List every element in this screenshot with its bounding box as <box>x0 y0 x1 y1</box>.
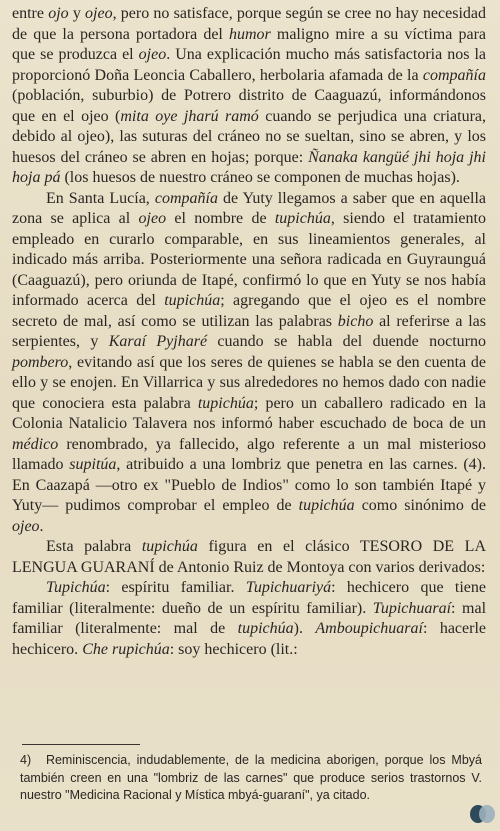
italic-term: tupichúa <box>197 394 254 412</box>
text-run: , atribuido a una lombriz que penetra en las carnes. (4). En Caazapá —otro ex "Pueblo de Indios" como lo son también Itapé y Yuty— pudimos comprobar el empleo de <box>12 456 486 514</box>
italic-term: Tupichúa <box>46 579 106 596</box>
paragraph <box>12 578 486 660</box>
text-run: : soy hechicero (lit.: <box>169 640 298 658</box>
footnote-divider <box>22 744 140 745</box>
italic-term: ojeo <box>12 517 40 535</box>
text-run: ). <box>293 620 316 637</box>
text-run: entre <box>12 5 49 22</box>
text-run: como sinónimo de <box>354 497 486 514</box>
text-run: ; pero un caballero radicado en la Colonia Natalicio Talavera nos informó haber escuchado de boca de un <box>12 394 487 432</box>
italic-term: Amboupichuaraí <box>315 620 423 637</box>
italic-term: tupichúa <box>298 497 355 514</box>
text-run: figura en el clásico TESORO DE LA LENGUA GUARANÍ de Antonio Ruiz de Montoya con varios derivados: <box>12 538 487 576</box>
italic-term: mita oye jharú ramó <box>120 107 259 125</box>
italic-term: pombero <box>12 353 69 371</box>
footnote <box>20 752 482 805</box>
text-run: En Santa Lucía, <box>46 189 155 207</box>
text-run: y <box>68 5 86 22</box>
text-run: (población, suburbio) de Potrero distrito de Caaguazú, informándonos que en el ojeo ( <box>12 87 486 125</box>
italic-term: ojo <box>48 5 69 22</box>
paragraph <box>12 189 486 538</box>
text-run: . <box>39 517 44 535</box>
text-run: : mal familiar (literalmente: mal de <box>12 599 487 637</box>
italic-term: Tupichuariyá <box>245 579 332 596</box>
italic-term: compañía <box>422 66 486 84</box>
footnote-number: 4) <box>20 753 32 767</box>
text-run: , siendo el tratamiento empleado en curarlo comparable, en sus lineamientos generales, al indicado más arriba. Posteriormente una señora radicada en Guyraunguá (Caaguazú), pero oriunda de Itapé, confirmó lo que en Yuty se nos había informado acerca del <box>12 210 486 309</box>
italic-term: bicho <box>337 312 374 330</box>
text-run: : hacerle hechicero. <box>12 620 487 658</box>
paragraph <box>12 4 486 189</box>
footnote-text: Reminiscencia, indudablemente, de la medicina aborigen, porque los Mbyá también creen en una "lombriz de las carnes" que produce serios trastornos V. nuestro "Medicina Racional y Mística mbyá-guaraní", ya citado. <box>20 753 482 802</box>
text-run: (los huesos de nuestro cráneo se componen de muchas hojas). <box>60 169 460 186</box>
italic-term: supitúa <box>69 456 117 473</box>
text-run: , pero no satisface, porque según se cree no hay necesidad de que la persona portadora del <box>12 5 487 43</box>
text-run: maligno mire a su víctima para que se produzca el <box>12 25 486 63</box>
text-run: al referirse a las serpientes, y <box>12 312 487 350</box>
text-run: : espíritu familiar. <box>105 579 246 596</box>
italic-term: ojeo <box>138 210 167 227</box>
text-run: renombrado, ya fallecido, algo referente a un mal misterioso llamado <box>12 435 486 473</box>
italic-term: ojeo <box>138 46 167 63</box>
italic-term: compañía <box>154 189 218 207</box>
text-run: , evitando así que los seres de quienes se habla se den cuenta de ello y se enojen. En Villarrica y sus alrededores no hemos dado con nadie que conociera esta palabra <box>12 353 486 412</box>
italic-term: tupichúa <box>237 620 294 637</box>
italic-term: Karaí Pyjharé <box>108 333 208 350</box>
italic-term: Ñanaka kangüé jhi hoja jhi hoja pá <box>12 148 486 186</box>
text-run: ; agregando que el ojeo es el nombre secreto de mal, así como se utilizan las palabras <box>12 292 486 330</box>
text-run: : hechicero que tiene familiar (literalmente: dueño de un espíritu familiar). <box>12 579 486 617</box>
paragraph <box>12 537 486 578</box>
text-run: . Una explicación mucho más satisfactoria nos la proporcionó Doña Leoncia Caballero, herbolaria afamada de la <box>12 46 487 84</box>
italic-term: Tupichuaraí <box>372 599 452 617</box>
text-run: cuando se perjudica una criatura, debido al ojeo), las suturas del cráneo no se sueltan, sino se abren, y los huesos del cráneo se abren en hojas; porque: <box>12 107 486 166</box>
italic-term: humor <box>228 25 271 43</box>
text-run: de Yuty llegamos a saber que en aquella zona se aplica al <box>12 189 486 227</box>
document-body <box>12 4 486 660</box>
italic-term: ojeo <box>85 5 113 22</box>
text-run: Esta palabra <box>46 538 142 555</box>
italic-term: Che rupichúa <box>82 640 170 658</box>
italic-term: tupichúa <box>141 538 198 555</box>
italic-term: tupichúa <box>274 210 331 227</box>
text-run: el nombre de <box>166 210 275 227</box>
italic-term: tupichúa <box>164 292 221 309</box>
italic-term: médico <box>12 435 59 453</box>
publisher-mark-icon <box>468 803 496 825</box>
text-run: cuando se habla del duende nocturno <box>207 333 487 350</box>
